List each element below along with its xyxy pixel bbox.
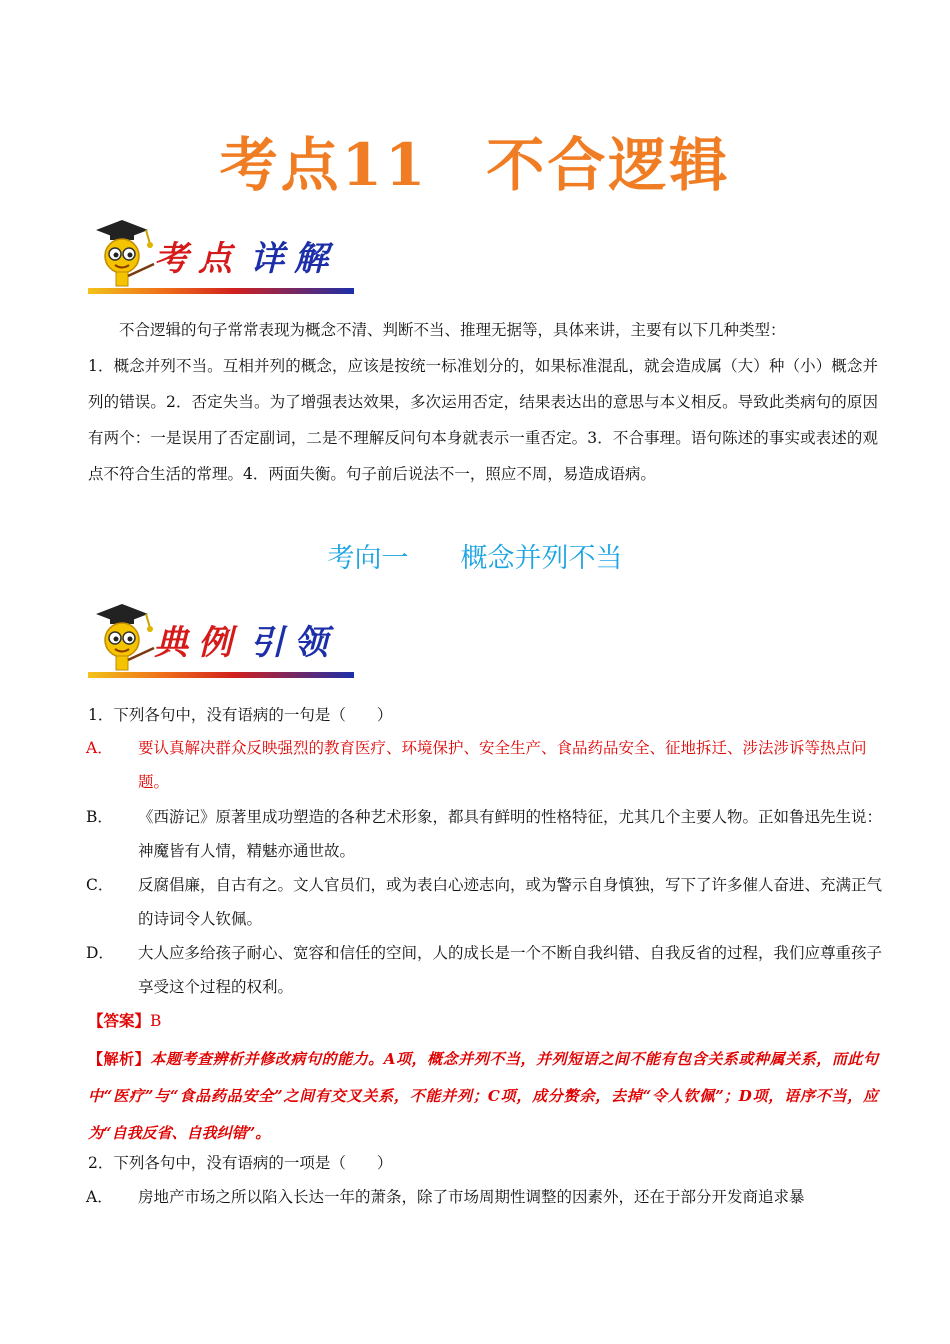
question-1-option-a: [86, 731, 894, 799]
option-text: 反腐倡廉，自古有之。文人官员们，或为表白心迹志向，或为警示自身慎独，写下了许多催人奋进、充满正气的诗词令人钦佩。: [138, 876, 883, 928]
title-part-1: 考点11: [219, 131, 429, 199]
question-1-option-c: [86, 868, 894, 936]
analysis-block: [88, 1041, 878, 1152]
option-text: 大人应多给孩子耐心、宽容和信任的空间，人的成长是一个不断自我纠错、自我反省的过程，我们应尊重孩子享受这个过程的权利。: [138, 944, 883, 996]
question-2-option-a: [86, 1180, 894, 1214]
question-1-option-b: [86, 800, 894, 868]
section-banner-examples: [88, 598, 356, 678]
banner-title: [154, 615, 338, 664]
section-banner-details: [88, 214, 356, 294]
question-1-option-d: [86, 936, 894, 1004]
answer-line: [88, 1004, 161, 1038]
title-part-2: 不合逻辑: [486, 131, 731, 199]
answer-value: B: [150, 1012, 162, 1030]
option-text: 要认真解决群众反映强烈的教育医疗、环境保护、安全生产、食品药品安全、征地拆迁、涉法涉诉等热点问题。: [138, 739, 867, 791]
banner-underline: [88, 288, 354, 294]
intro-line-1: 不合逻辑的句子常常表现为概念不清、判断不当、推理无据等，具体来讲，主要有以下几种类型：: [119, 321, 786, 339]
option-label: A．: [86, 739, 113, 757]
sub-heading-part-1: 考向一: [327, 543, 409, 574]
mascot-graduate-icon: [88, 214, 158, 294]
mascot-graduate-icon: [88, 598, 158, 678]
banner-title: [154, 231, 338, 280]
sub-heading-part-2: 概念并列不当: [460, 543, 623, 574]
banner-underline: [88, 672, 354, 678]
banner-title-second: 详解: [250, 239, 338, 279]
intro-body: 1．概念并列不当。互相并列的概念，应该是按统一标准划分的，如果标准混乱，就会造成属（大）种（小）概念并列的错误。2．否定失当。为了增强表达效果，多次运用否定，结果表达出的意思与本义相反。导致此类病句的原因有两个：一是误用了否定副词，二是不理解反问句本身就表示一重否定。3．不合事理。语句陈述的事实或表述的观点不符合生活的常理。4．两面失衡。句子前后说法不一，照应不周，易造成语病。: [88, 357, 878, 483]
option-label: B．: [86, 808, 113, 826]
banner-title-second: 引领: [250, 623, 338, 663]
option-label: A．: [86, 1188, 113, 1206]
analysis-tag: 【解析】: [88, 1050, 151, 1068]
sub-heading: [0, 536, 950, 575]
banner-title-first: 典例: [154, 623, 242, 663]
option-text: 房地产市场之所以陷入长达一年的萧条，除了市场周期性调整的因素外，还在于部分开发商追求暴: [138, 1188, 805, 1206]
option-label: D．: [86, 944, 114, 962]
question-1-stem: 1．下列各句中，没有语病的一句是（ ）: [88, 706, 393, 724]
option-text: 《西游记》原著里成功塑造的各种艺术形象，都具有鲜明的性格特征，尤其几个主要人物。正如鲁迅先生说：神魔皆有人情，精魅亦通世故。: [138, 808, 883, 860]
option-label: C．: [86, 876, 114, 894]
banner-title-first: 考点: [154, 239, 242, 279]
answer-tag: 【答案】: [88, 1011, 151, 1030]
page-title: [0, 118, 950, 202]
analysis-text: 本题考查辨析并修改病句的能力。A项，概念并列不当，并列短语之间不能有包含关系或种属关系，而此句中“医疗”与“食品药品安全”之间有交叉关系，不能并列；C项，成分赘余，去掉“令人钦佩”；D项，语序不当，应为“自我反省、自我纠错”。: [88, 1050, 878, 1142]
question-2-stem: 2．下列各句中，没有语病的一项是（ ）: [88, 1154, 393, 1172]
